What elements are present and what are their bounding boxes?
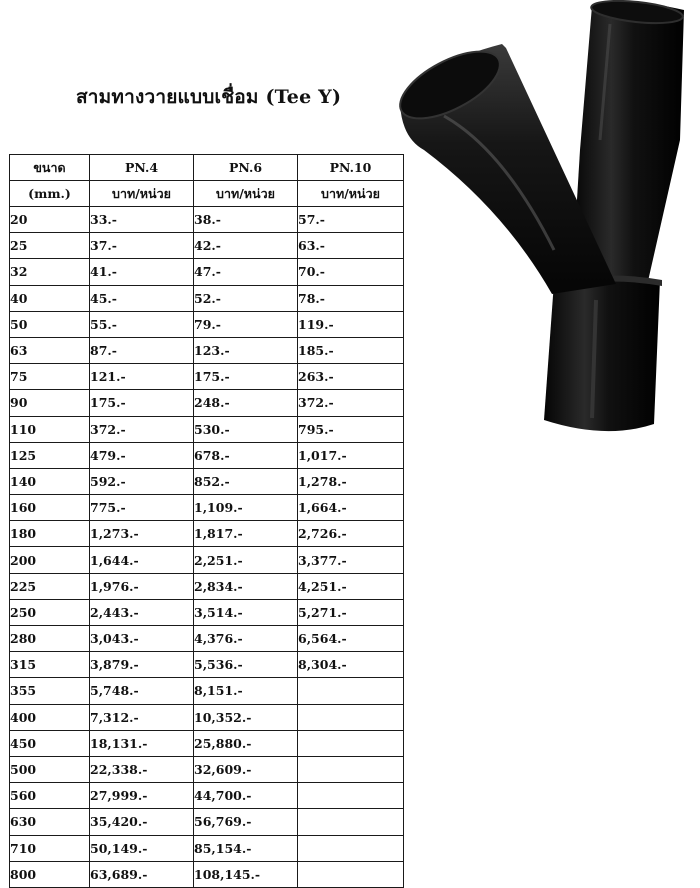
cell-size: 630: [10, 809, 90, 835]
cell-size: 125: [10, 442, 90, 468]
table-row: [10, 311, 404, 337]
cell-pn6: 1,817.-: [194, 521, 298, 547]
table-row: [10, 783, 404, 809]
cell-size: 710: [10, 835, 90, 861]
cell-pn4: 121.-: [90, 364, 194, 390]
cell-pn10: 795.-: [298, 416, 404, 442]
table-row: [10, 416, 404, 442]
cell-pn4: 5,748.-: [90, 678, 194, 704]
cell-size: 75: [10, 364, 90, 390]
header-pn6: PN.6: [194, 155, 298, 181]
cell-size: 180: [10, 521, 90, 547]
cell-pn10: 8,304.-: [298, 652, 404, 678]
cell-size: 50: [10, 311, 90, 337]
cell-pn6: 852.-: [194, 468, 298, 494]
cell-size: 315: [10, 652, 90, 678]
cell-pn4: 592.-: [90, 468, 194, 494]
cell-pn4: 1,644.-: [90, 547, 194, 573]
table-row: [10, 652, 404, 678]
table-row: [10, 599, 404, 625]
cell-pn4: 1,976.-: [90, 573, 194, 599]
table-row: [10, 233, 404, 259]
cell-pn10: 2,726.-: [298, 521, 404, 547]
table-row: [10, 704, 404, 730]
table-row: [10, 835, 404, 861]
cell-pn6: 2,834.-: [194, 573, 298, 599]
cell-pn4: 3,879.-: [90, 652, 194, 678]
cell-size: 400: [10, 704, 90, 730]
cell-pn6: 530.-: [194, 416, 298, 442]
cell-size: 40: [10, 285, 90, 311]
table-row: [10, 809, 404, 835]
cell-pn10: 3,377.-: [298, 547, 404, 573]
cell-pn10: 185.-: [298, 337, 404, 363]
table-row: [10, 756, 404, 782]
cell-pn10: [298, 861, 404, 887]
product-photo: [384, 0, 700, 440]
table-row: [10, 573, 404, 599]
cell-pn6: 56,769.-: [194, 809, 298, 835]
table-row: [10, 521, 404, 547]
cell-pn4: 18,131.-: [90, 730, 194, 756]
cell-pn6: 10,352.-: [194, 704, 298, 730]
header-pn10: PN.10: [298, 155, 404, 181]
cell-size: 500: [10, 756, 90, 782]
cell-pn4: 775.-: [90, 495, 194, 521]
cell-size: 250: [10, 599, 90, 625]
cell-pn4: 50,149.-: [90, 835, 194, 861]
cell-pn6: 42.-: [194, 233, 298, 259]
cell-size: 90: [10, 390, 90, 416]
cell-pn10: 4,251.-: [298, 573, 404, 599]
table-row: [10, 626, 404, 652]
cell-pn4: 1,273.-: [90, 521, 194, 547]
header-pn10-unit: บาท/หน่วย: [298, 181, 404, 207]
cell-pn10: [298, 809, 404, 835]
cell-pn6: 25,880.-: [194, 730, 298, 756]
cell-pn4: 45.-: [90, 285, 194, 311]
cell-pn6: 108,145.-: [194, 861, 298, 887]
cell-pn6: 3,514.-: [194, 599, 298, 625]
table-row: [10, 390, 404, 416]
cell-pn4: 7,312.-: [90, 704, 194, 730]
cell-pn4: 37.-: [90, 233, 194, 259]
header-pn4-unit: บาท/หน่วย: [90, 181, 194, 207]
cell-pn10: [298, 756, 404, 782]
cell-size: 20: [10, 207, 90, 233]
table-row: [10, 442, 404, 468]
table-row: [10, 285, 404, 311]
cell-pn6: 4,376.-: [194, 626, 298, 652]
table-row: [10, 861, 404, 887]
cell-pn6: 1,109.-: [194, 495, 298, 521]
cell-size: 450: [10, 730, 90, 756]
cell-pn6: 8,151.-: [194, 678, 298, 704]
cell-pn10: [298, 704, 404, 730]
header-row: [10, 155, 404, 181]
cell-pn10: 70.-: [298, 259, 404, 285]
cell-pn10: 1,017.-: [298, 442, 404, 468]
cell-size: 110: [10, 416, 90, 442]
cell-pn10: 372.-: [298, 390, 404, 416]
cell-pn10: [298, 730, 404, 756]
cell-pn6: 52.-: [194, 285, 298, 311]
cell-size: 160: [10, 495, 90, 521]
cell-pn6: 85,154.-: [194, 835, 298, 861]
cell-size: 63: [10, 337, 90, 363]
cell-pn4: 35,420.-: [90, 809, 194, 835]
cell-pn10: 263.-: [298, 364, 404, 390]
header-pn4: PN.4: [90, 155, 194, 181]
table-row: [10, 337, 404, 363]
cell-size: 355: [10, 678, 90, 704]
cell-size: 200: [10, 547, 90, 573]
cell-pn4: 22,338.-: [90, 756, 194, 782]
header-pn6-unit: บาท/หน่วย: [194, 181, 298, 207]
cell-size: 32: [10, 259, 90, 285]
table-row: [10, 364, 404, 390]
cell-pn6: 47.-: [194, 259, 298, 285]
table-row: [10, 468, 404, 494]
page-title: สามทางวายแบบเชื่อม (Tee Y): [76, 86, 342, 108]
cell-pn6: 38.-: [194, 207, 298, 233]
table-row: [10, 547, 404, 573]
cell-pn4: 2,443.-: [90, 599, 194, 625]
table-row: [10, 259, 404, 285]
header-size: ขนาด: [10, 155, 90, 181]
cell-pn6: 44,700.-: [194, 783, 298, 809]
cell-pn4: 372.-: [90, 416, 194, 442]
cell-pn6: 32,609.-: [194, 756, 298, 782]
cell-pn6: 248.-: [194, 390, 298, 416]
cell-pn10: 1,664.-: [298, 495, 404, 521]
cell-pn10: [298, 783, 404, 809]
cell-pn6: 79.-: [194, 311, 298, 337]
cell-size: 225: [10, 573, 90, 599]
cell-size: 140: [10, 468, 90, 494]
price-table: [9, 154, 404, 888]
cell-pn10: [298, 678, 404, 704]
cell-pn6: 5,536.-: [194, 652, 298, 678]
cell-pn10: 57.-: [298, 207, 404, 233]
cell-size: 800: [10, 861, 90, 887]
cell-pn6: 175.-: [194, 364, 298, 390]
header-size-unit: (mm.): [10, 181, 90, 207]
cell-pn6: 123.-: [194, 337, 298, 363]
table-row: [10, 730, 404, 756]
cell-pn10: 5,271.-: [298, 599, 404, 625]
table-row: [10, 207, 404, 233]
cell-pn10: [298, 835, 404, 861]
cell-pn4: 55.-: [90, 311, 194, 337]
cell-size: 560: [10, 783, 90, 809]
cell-pn4: 175.-: [90, 390, 194, 416]
table-row: [10, 495, 404, 521]
cell-pn10: 119.-: [298, 311, 404, 337]
cell-pn4: 87.-: [90, 337, 194, 363]
cell-size: 25: [10, 233, 90, 259]
table-row: [10, 678, 404, 704]
cell-pn4: 479.-: [90, 442, 194, 468]
cell-pn4: 33.-: [90, 207, 194, 233]
cell-pn4: 27,999.-: [90, 783, 194, 809]
cell-pn10: 6,564.-: [298, 626, 404, 652]
cell-pn10: 63.-: [298, 233, 404, 259]
cell-pn4: 3,043.-: [90, 626, 194, 652]
cell-pn4: 63,689.-: [90, 861, 194, 887]
header-unit-row: [10, 181, 404, 207]
cell-pn6: 2,251.-: [194, 547, 298, 573]
cell-pn10: 1,278.-: [298, 468, 404, 494]
cell-pn6: 678.-: [194, 442, 298, 468]
cell-size: 280: [10, 626, 90, 652]
cell-pn4: 41.-: [90, 259, 194, 285]
cell-pn10: 78.-: [298, 285, 404, 311]
